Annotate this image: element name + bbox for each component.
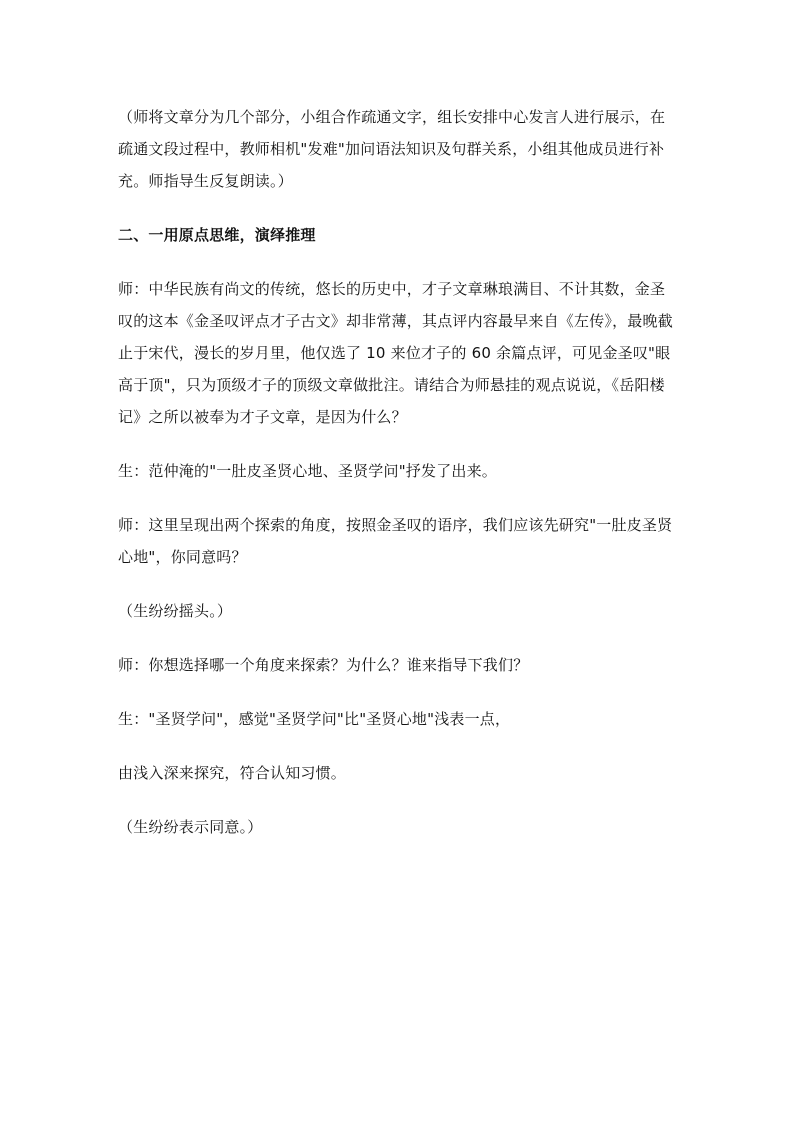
paragraph-student-answer: 生：范仲淹的"一肚皮圣贤心地、圣贤学问"抒发了出来。 bbox=[118, 462, 498, 480]
paragraph-teacher-instruction: （师将文章分为几个部分，小组合作疏通文字，组长安排中心发言人进行展示，在疏通文段过程中，教师相机"发难"加问语法知识及句群关系，小组其他成员进行补充。师指导生反复朗读。） bbox=[118, 108, 666, 190]
paragraph-student-choice-continued: 由浅入深来探究，符合认知习惯。 bbox=[118, 764, 347, 782]
document-body bbox=[118, 101, 678, 843]
paragraph-teacher-followup: 师：这里呈现出两个探索的角度，按照金圣叹的语序，我们应该先研究"一肚皮圣贤心地"，你同意吗？ bbox=[118, 516, 673, 566]
section-heading: 二、一用原点思维，演绎推理 bbox=[118, 226, 316, 244]
paragraph-student-choice: 生："圣贤学问"，感觉"圣贤学问"比"圣贤心地"浅表一点， bbox=[118, 710, 511, 728]
paragraph-student-reaction: （生纷纷摇头。） bbox=[118, 602, 233, 620]
paragraph-student-agreement: （生纷纷表示同意。） bbox=[118, 818, 263, 836]
paragraph-teacher-question: 师：中华民族有尚文的传统，悠长的历史中，才子文章琳琅满目、不计其数，金圣叹的这本《金圣叹评点才子古文》却非常薄，其点评内容最早来自《左传》，最晚截止于宋代，漫长的岁月里，他仅选了 10 来位才子的 60 余篇点评，可见金圣叹"眼高于顶"，只为顶级才子的顶级文章做批注。请结合为师悬挂的观点说说，《岳阳楼记》之所以被奉为才子文章，是因为什么？ bbox=[118, 280, 673, 426]
paragraph-teacher-prompt: 师：你想选择哪一个角度来探索？为什么？谁来指导下我们？ bbox=[118, 656, 529, 674]
